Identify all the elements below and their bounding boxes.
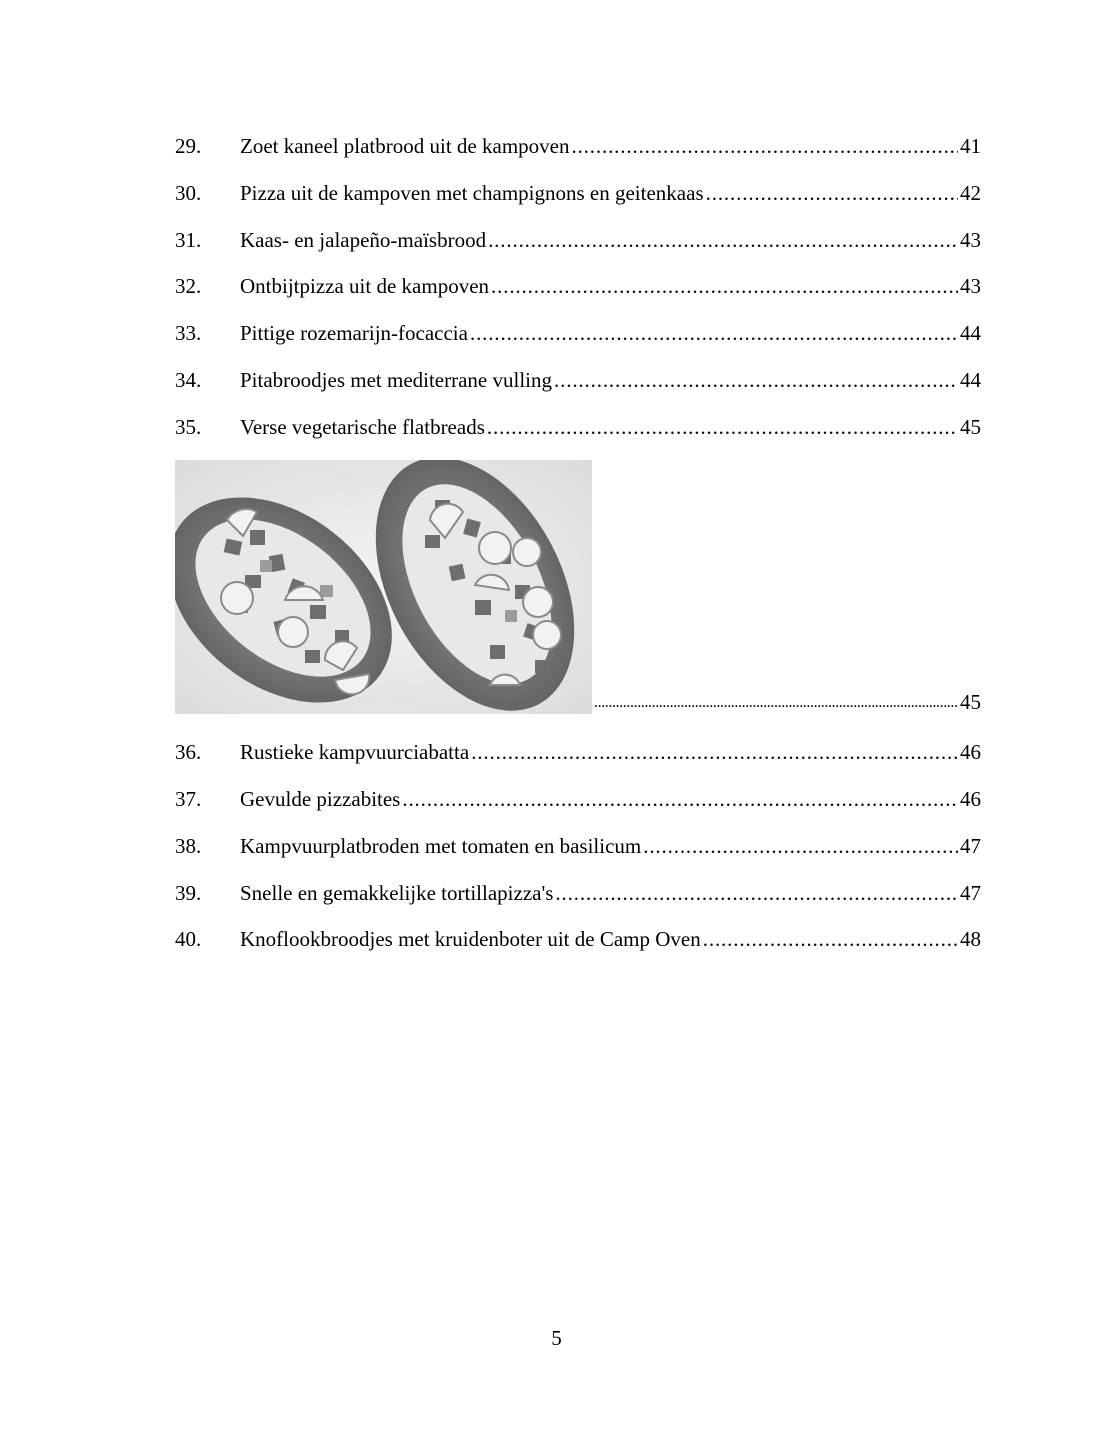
toc-entry[interactable] (175, 128, 981, 158)
toc-entry-page: 46 (960, 787, 981, 811)
toc-entry-page: 42 (960, 181, 981, 205)
toc-entry-page: 43 (960, 274, 981, 298)
toc-entry-page: 45 (960, 690, 981, 714)
toc-entry-title: Snelle en gemakkelijke tortillapizza's (240, 881, 554, 905)
page-number: 5 (551, 1326, 562, 1350)
toc-entry-title: Kampvuurplatbroden met tomaten en basilicum (240, 834, 642, 858)
dot-leader (470, 321, 958, 345)
toc-entry-number: 33. (175, 321, 202, 345)
toc-entry[interactable] (175, 781, 981, 811)
toc-image-entry[interactable] (175, 458, 981, 714)
toc-entry-number: 31. (175, 228, 202, 252)
toc-entry-title: Pizza uit de kampoven met champignons en geitenkaas (240, 181, 704, 205)
toc-entry-number: 37. (175, 787, 202, 811)
toc-entry-page: 47 (960, 834, 981, 858)
toc-entry-page: 43 (960, 228, 981, 252)
toc-entry-title: Gevulde pizzabites (240, 787, 401, 811)
toc-entry-title: Pittige rozemarijn-focaccia (240, 321, 468, 345)
toc-entry[interactable] (175, 175, 981, 205)
dot-leader (706, 181, 958, 205)
toc-entry[interactable] (175, 921, 981, 951)
toc-entry-number: 36. (175, 740, 202, 764)
toc-entry-title: Rustieke kampvuurciabatta (240, 740, 470, 764)
dot-leader (402, 787, 958, 811)
toc-entry-number: 32. (175, 274, 202, 298)
toc-entry-page: 48 (960, 927, 981, 951)
toc-entry-number: 40. (175, 927, 202, 951)
toc-entry[interactable] (175, 268, 981, 298)
toc-entry-title: Kaas- en jalapeño-maïsbrood (240, 228, 487, 252)
toc-entry-number: 30. (175, 181, 202, 205)
toc-entry[interactable] (175, 734, 981, 764)
toc-entry[interactable] (175, 222, 981, 252)
toc-entry-title: Zoet kaneel platbrood uit de kampoven (240, 134, 570, 158)
toc-entry-number: 39. (175, 881, 202, 905)
toc-entry[interactable] (175, 875, 981, 905)
toc-entry-number: 38. (175, 834, 202, 858)
toc-entry-page: 44 (960, 368, 981, 392)
dot-leader (491, 274, 958, 298)
dot-leader (594, 694, 958, 712)
toc-entry-title: Pitabroodjes met mediterrane vulling (240, 368, 553, 392)
toc-entry[interactable] (175, 362, 981, 392)
toc-entry-page: 45 (960, 415, 981, 439)
flatbread-photo (175, 460, 592, 714)
toc-entry-page: 41 (960, 134, 981, 158)
toc-entry[interactable] (175, 409, 981, 439)
toc-entry-number: 34. (175, 368, 202, 392)
dot-leader (571, 134, 958, 158)
dot-leader (555, 881, 958, 905)
toc-entry-page: 44 (960, 321, 981, 345)
dot-leader (703, 927, 958, 951)
toc-entry-title: Ontbijtpizza uit de kampoven (240, 274, 490, 298)
toc-entry[interactable] (175, 315, 981, 345)
dot-leader (554, 368, 958, 392)
toc-entry-number: 35. (175, 415, 202, 439)
toc-entry-title: Knoflookbroodjes met kruidenboter uit de Camp Oven (240, 927, 701, 951)
dot-leader (488, 228, 958, 252)
toc-entry[interactable] (175, 828, 981, 858)
toc-entry-page: 47 (960, 881, 981, 905)
dot-leader (487, 415, 958, 439)
toc-entry-page: 46 (960, 740, 981, 764)
toc-entry-number: 29. (175, 134, 202, 158)
dot-leader (643, 834, 958, 858)
toc-entry-title: Verse vegetarische flatbreads (240, 415, 485, 439)
dot-leader (471, 740, 958, 764)
